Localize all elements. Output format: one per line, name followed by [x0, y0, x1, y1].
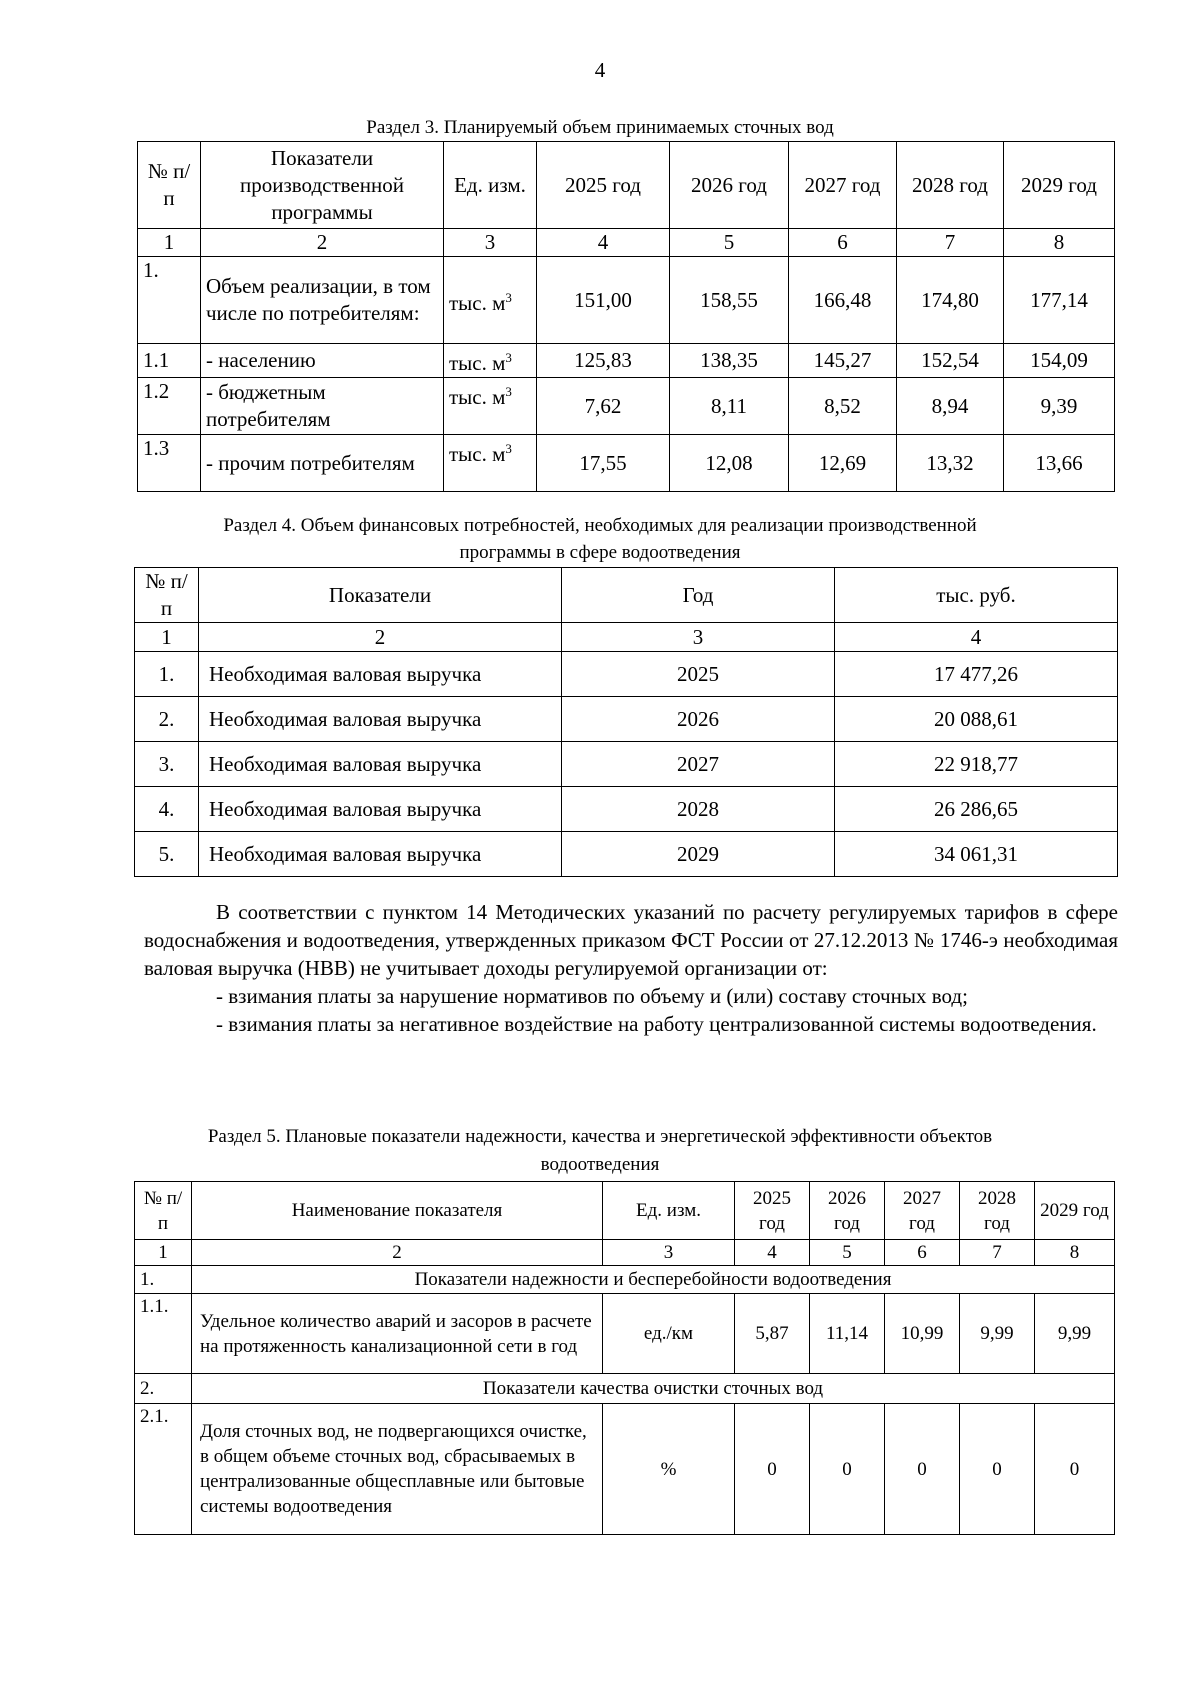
table-row — [135, 787, 1118, 832]
group-num: 2. — [135, 1374, 192, 1404]
row-indicator: Удельное количество аварий и засоров в расчете на протяженность канализационной сети в год — [192, 1294, 603, 1374]
col-number: 4 — [537, 229, 670, 257]
row-indicator: Необходимая валовая выручка — [199, 652, 562, 697]
value-2027: 166,48 — [789, 257, 897, 344]
row-num: 1.2 — [138, 378, 201, 435]
col-header-unit: Ед. изм. — [444, 142, 537, 229]
section4-title-line2: программы в сфере водоотведения — [459, 542, 741, 563]
value-2028: 9,99 — [960, 1294, 1035, 1374]
table-header-row — [138, 142, 1115, 229]
table-header-row — [135, 1182, 1115, 1240]
col-number: 5 — [810, 1240, 885, 1266]
table-row — [138, 344, 1115, 378]
col-number: 7 — [897, 229, 1004, 257]
group-title: Показатели качества очистки сточных вод — [192, 1374, 1115, 1404]
col-number: 4 — [735, 1240, 810, 1266]
section5-table — [134, 1181, 1115, 1535]
col-header-2027: 2027 год — [789, 142, 897, 229]
value-2026: 8,11 — [670, 378, 789, 435]
value-2027: 145,27 — [789, 344, 897, 378]
col-number: 7 — [960, 1240, 1035, 1266]
col-number: 2 — [192, 1240, 603, 1266]
table-row — [135, 697, 1118, 742]
col-header-2026: 2026 год — [810, 1182, 885, 1240]
col-number: 8 — [1004, 229, 1115, 257]
row-amount: 26 286,65 — [835, 787, 1118, 832]
value-2026: 138,35 — [670, 344, 789, 378]
row-year: 2026 — [562, 697, 835, 742]
value-2026: 0 — [810, 1404, 885, 1535]
value-2028: 0 — [960, 1404, 1035, 1535]
value-2026: 11,14 — [810, 1294, 885, 1374]
row-num: 2. — [135, 697, 199, 742]
col-header-year: Год — [562, 568, 835, 623]
col-header-indicator: Показатели производственной программы — [201, 142, 444, 229]
row-num: 5. — [135, 832, 199, 877]
row-num: 3. — [135, 742, 199, 787]
value-2027: 0 — [885, 1404, 960, 1535]
row-num: 1. — [138, 257, 201, 344]
value-2025: 5,87 — [735, 1294, 810, 1374]
row-year: 2029 — [562, 832, 835, 877]
section3-title: Раздел 3. Планируемый объем принимаемых сточных вод — [366, 117, 834, 138]
value-2028: 13,32 — [897, 435, 1004, 492]
value-2029: 13,66 — [1004, 435, 1115, 492]
section4-table — [134, 567, 1118, 877]
col-header-2029: 2029 год — [1004, 142, 1115, 229]
value-2029: 177,14 — [1004, 257, 1115, 344]
row-indicator: Необходимая валовая выручка — [199, 832, 562, 877]
table-row — [135, 742, 1118, 787]
table-row — [135, 1294, 1115, 1374]
row-unit: тыс. $м^3$ — [444, 435, 537, 492]
col-number: 6 — [789, 229, 897, 257]
value-2025: 0 — [735, 1404, 810, 1535]
section5-title — [0, 1123, 1200, 1179]
row-year: 2028 — [562, 787, 835, 832]
col-header-num: № п/п — [135, 568, 199, 623]
value-2025: 7,62 — [537, 378, 670, 435]
col-number: 6 — [885, 1240, 960, 1266]
group-row — [135, 1266, 1115, 1294]
row-num: 1.1. — [135, 1294, 192, 1374]
value-2029: 0 — [1035, 1404, 1115, 1535]
col-header-2028: 2028 год — [897, 142, 1004, 229]
row-amount: 22 918,77 — [835, 742, 1118, 787]
col-header-2028: 2028 год — [960, 1182, 1035, 1240]
row-num: 2.1. — [135, 1404, 192, 1535]
value-2027: 10,99 — [885, 1294, 960, 1374]
col-header-2029: 2029 год — [1035, 1182, 1115, 1240]
col-header-amount: тыс. руб. — [835, 568, 1118, 623]
col-header-indicator: Наименование показателя — [192, 1182, 603, 1240]
paragraph-main: В соответствии с пунктом 14 Методических указаний по расчету регулируемых тарифов в сфере водоснабжения и водоотведения, утвержденных приказом ФСТ России от 27.12.2013 № 1746-э необходимая валовая выручка (НВВ) не учитывает доходы регулируемой организации от: — [144, 900, 1118, 980]
value-2025: 125,83 — [537, 344, 670, 378]
value-2028: 152,54 — [897, 344, 1004, 378]
col-header-2025: 2025 год — [735, 1182, 810, 1240]
section4-title — [0, 512, 1200, 566]
body-text — [144, 898, 1118, 1038]
table-row — [138, 257, 1115, 344]
col-number: 2 — [201, 229, 444, 257]
group-num: 1. — [135, 1266, 192, 1294]
row-num: 1.3 — [138, 435, 201, 492]
row-indicator: - населению — [201, 344, 444, 378]
col-header-2027: 2027 год — [885, 1182, 960, 1240]
row-unit: тыс. $м^3$ — [444, 344, 537, 378]
group-title: Показатели надежности и бесперебойности водоотведения — [192, 1266, 1115, 1294]
col-number: 3 — [444, 229, 537, 257]
col-number: 5 — [670, 229, 789, 257]
row-amount: 17 477,26 — [835, 652, 1118, 697]
value-2026: 12,08 — [670, 435, 789, 492]
column-number-row — [135, 623, 1118, 652]
row-num: 4. — [135, 787, 199, 832]
row-year: 2027 — [562, 742, 835, 787]
row-year: 2025 — [562, 652, 835, 697]
row-unit: тыс. $м^3$ — [444, 257, 537, 344]
row-num: 1. — [135, 652, 199, 697]
col-number: 1 — [138, 229, 201, 257]
row-indicator: Объем реализации, в том числе по потребителям: — [201, 257, 444, 344]
table-row — [135, 652, 1118, 697]
row-indicator: - прочим потребителям — [201, 435, 444, 492]
row-amount: 34 061,31 — [835, 832, 1118, 877]
col-header-2026: 2026 год — [670, 142, 789, 229]
row-unit: % — [603, 1404, 735, 1535]
col-header-num: № п/п — [138, 142, 201, 229]
value-2029: 9,39 — [1004, 378, 1115, 435]
col-header-unit: Ед. изм. — [603, 1182, 735, 1240]
row-unit: ед./км — [603, 1294, 735, 1374]
value-2026: 158,55 — [670, 257, 789, 344]
col-number: 1 — [135, 1240, 192, 1266]
row-indicator: Необходимая валовая выручка — [199, 787, 562, 832]
row-indicator: - бюджетным потребителям — [201, 378, 444, 435]
section5-title-line2: водоотведения — [540, 1154, 660, 1175]
row-num: 1.1 — [138, 344, 201, 378]
value-2029: 154,09 — [1004, 344, 1115, 378]
col-number: 3 — [562, 623, 835, 652]
table-row — [135, 1404, 1115, 1535]
value-2028: 174,80 — [897, 257, 1004, 344]
value-2029: 9,99 — [1035, 1294, 1115, 1374]
value-2027: 8,52 — [789, 378, 897, 435]
group-row — [135, 1374, 1115, 1404]
col-number: 4 — [835, 623, 1118, 652]
table-header-row — [135, 568, 1118, 623]
paragraph-bullet-2: - взимания платы за негативное воздействие на работу централизованной системы водоотведения. — [216, 1012, 1097, 1036]
col-header-2025: 2025 год — [537, 142, 670, 229]
row-amount: 20 088,61 — [835, 697, 1118, 742]
col-number: 3 — [603, 1240, 735, 1266]
col-header-num: № п/п — [135, 1182, 192, 1240]
value-2028: 8,94 — [897, 378, 1004, 435]
value-2025: 151,00 — [537, 257, 670, 344]
value-2025: 17,55 — [537, 435, 670, 492]
col-number: 2 — [199, 623, 562, 652]
section4-title-line1: Раздел 4. Объем финансовых потребностей, необходимых для реализации производственной — [223, 515, 977, 536]
table-row — [135, 832, 1118, 877]
table-row — [138, 378, 1115, 435]
section3-table — [137, 141, 1115, 492]
column-number-row — [138, 229, 1115, 257]
col-header-indicator: Показатели — [199, 568, 562, 623]
column-number-row — [135, 1240, 1115, 1266]
col-number: 1 — [135, 623, 199, 652]
row-indicator: Доля сточных вод, не подвергающихся очистке, в общем объеме сточных вод, сбрасываемых в централизованные общесплавные или бытовые системы водоотведения — [192, 1404, 603, 1535]
row-indicator: Необходимая валовая выручка — [199, 742, 562, 787]
row-indicator: Необходимая валовая выручка — [199, 697, 562, 742]
paragraph-bullet-1: - взимания платы за нарушение нормативов по объему и (или) составу сточных вод; — [216, 984, 968, 1008]
row-unit: тыс. $м^3$ — [444, 378, 537, 435]
col-number: 8 — [1035, 1240, 1115, 1266]
page-number: 4 — [594, 58, 606, 82]
section5-title-line1: Раздел 5. Плановые показатели надежности, качества и энергетической эффективности объектов — [207, 1126, 993, 1147]
table-row — [138, 435, 1115, 492]
value-2027: 12,69 — [789, 435, 897, 492]
